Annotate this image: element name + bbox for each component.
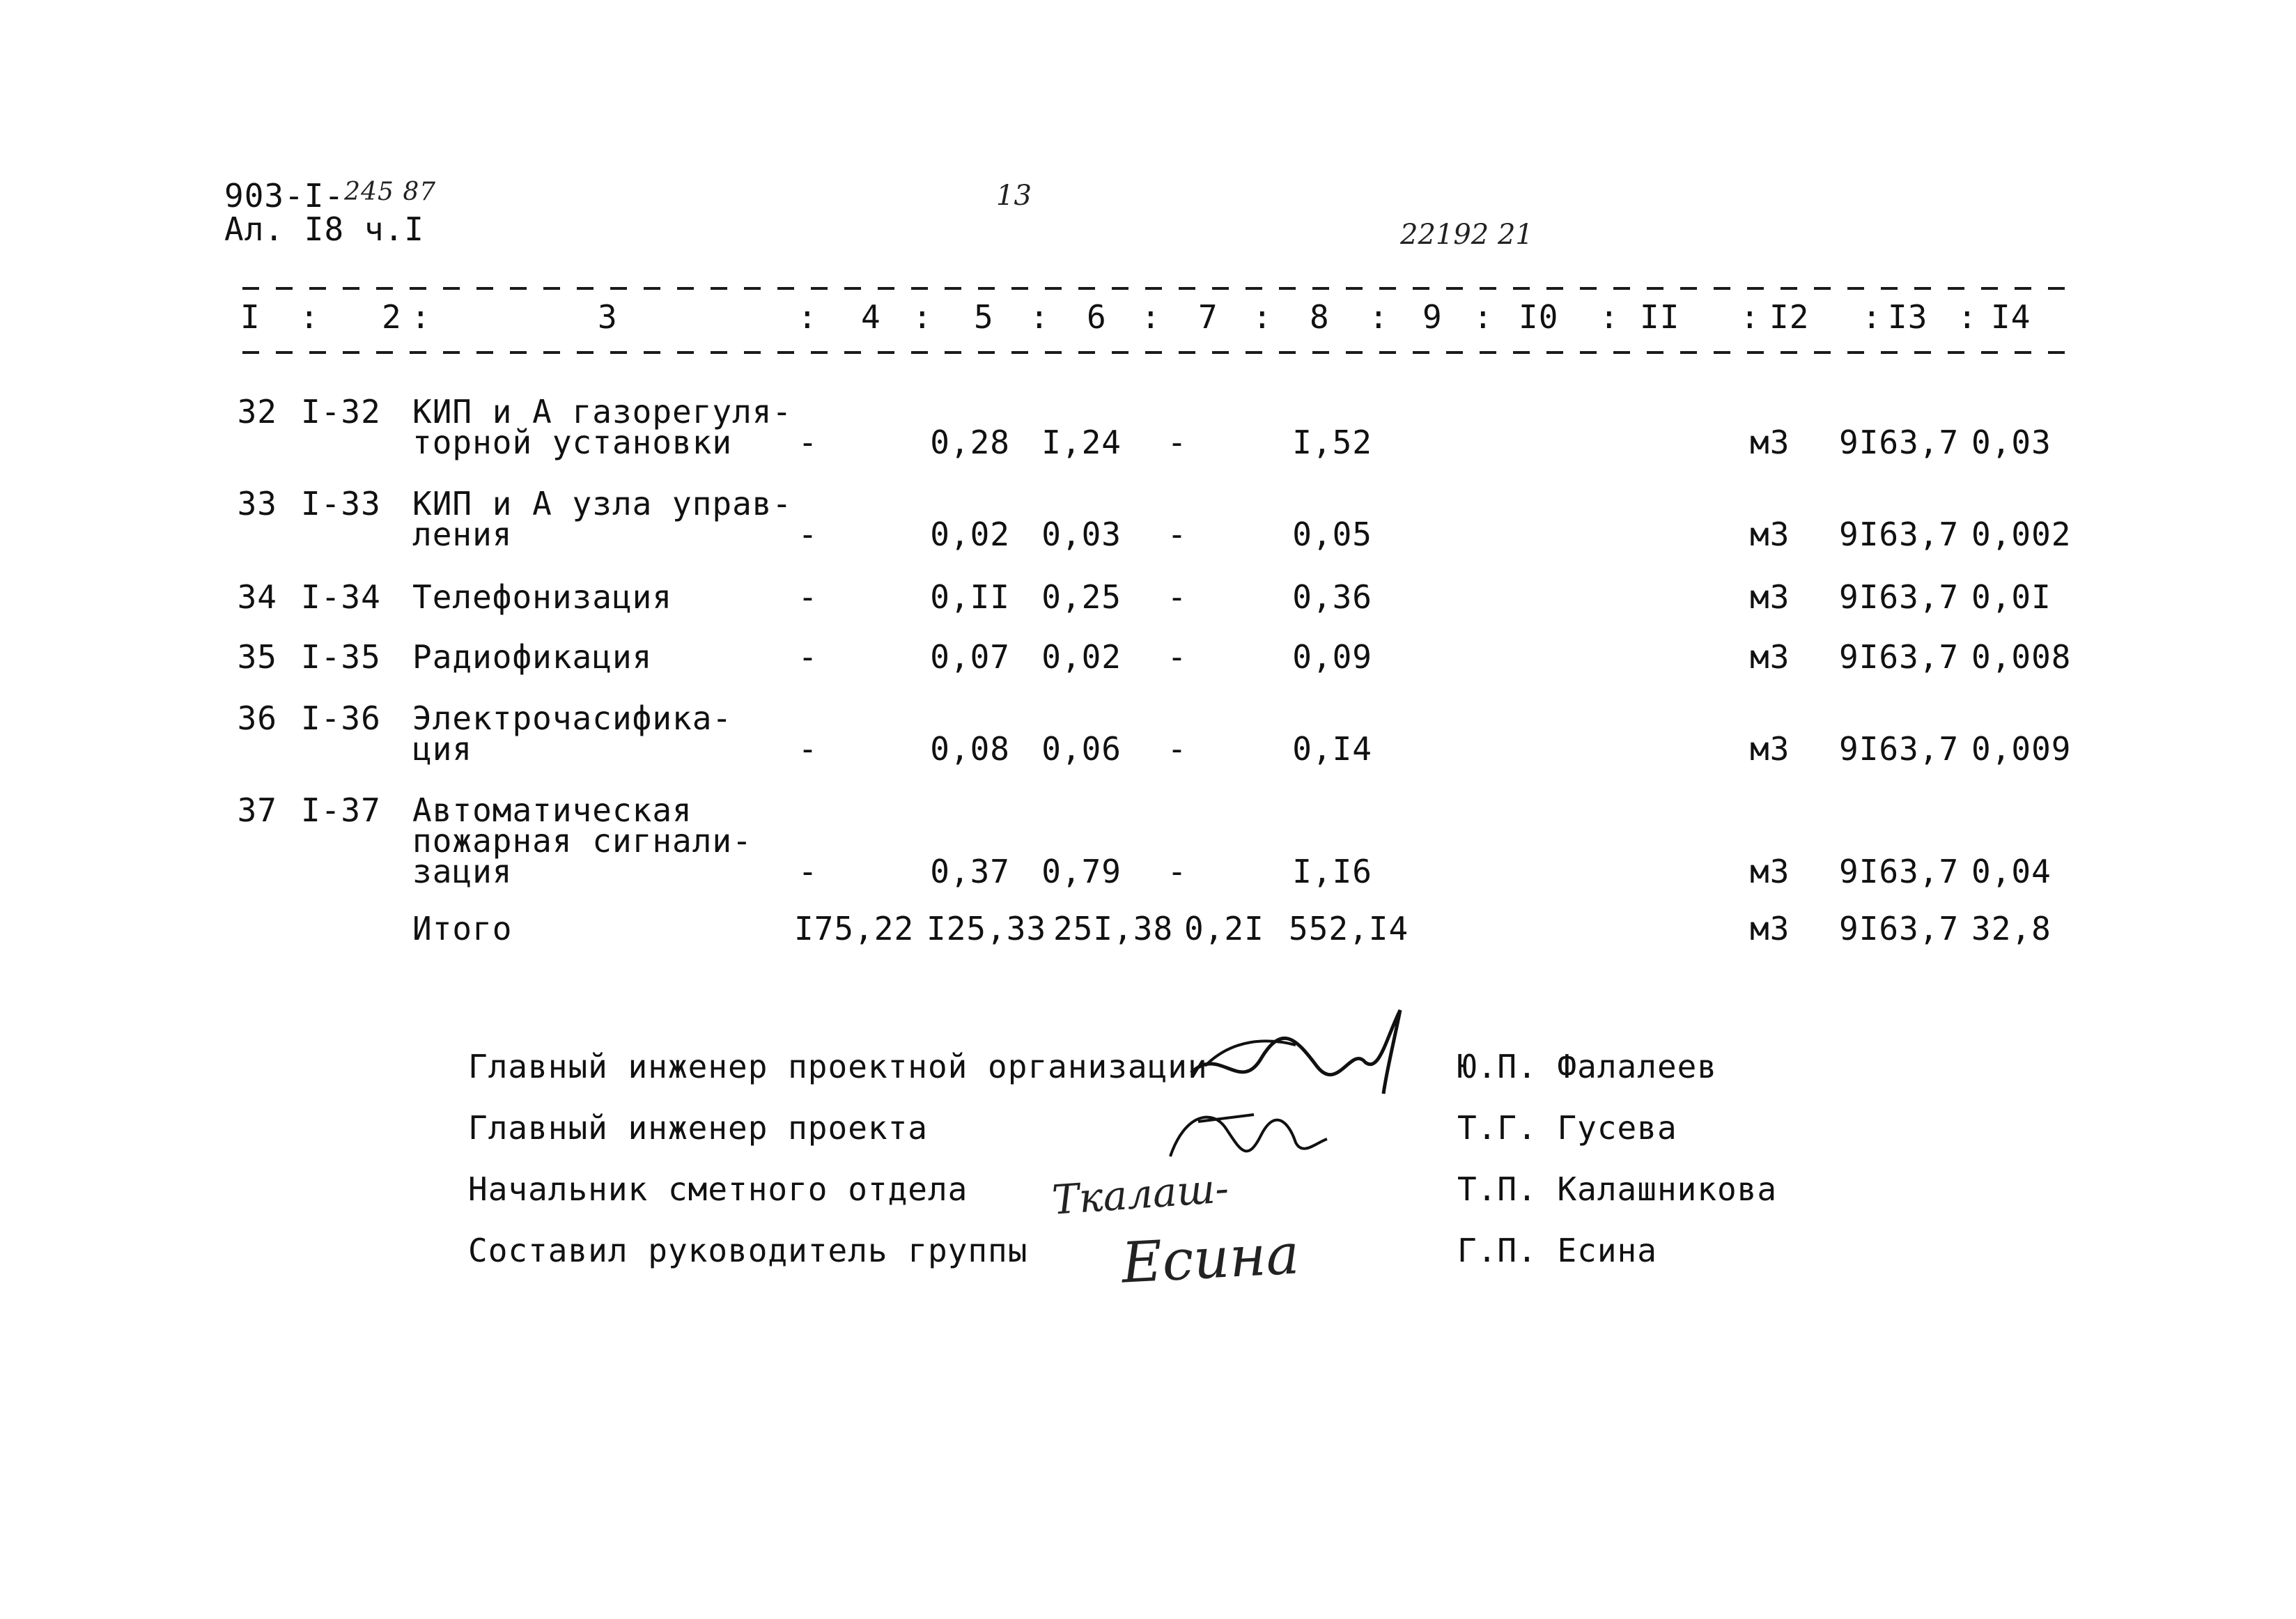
- col6-value: 0,79: [1041, 853, 1122, 890]
- col14-value: 0,002: [1971, 516, 2072, 553]
- stamp-number-handwritten: 22192 21: [1400, 219, 1533, 251]
- col8-value: 0,09: [1292, 638, 1372, 676]
- column-number-3: 3: [598, 298, 618, 336]
- total-col13: 9I63,7: [1839, 910, 1960, 947]
- row-number: 34: [237, 578, 277, 616]
- col8-value: I,I6: [1292, 853, 1372, 890]
- col6-value: 0,03: [1041, 516, 1122, 553]
- col8-value: 0,I4: [1292, 730, 1372, 768]
- page-number-handwritten: 13: [996, 180, 1032, 212]
- doc-code-printed: 903-I-: [224, 177, 345, 215]
- col13-value: 9I63,7: [1839, 516, 1960, 553]
- row-code: I-37: [301, 791, 381, 829]
- row-name-line: КИП и А газорегуля-: [412, 393, 793, 431]
- row-number: 35: [237, 638, 277, 676]
- col7-value: -: [1167, 853, 1188, 890]
- row-name-line: Телефонизация: [412, 578, 673, 616]
- column-separator: :: [1473, 298, 1494, 336]
- col7-value: -: [1167, 638, 1188, 676]
- col13-value: 9I63,7: [1839, 853, 1960, 890]
- column-number-9: 9: [1422, 298, 1443, 336]
- col5-value: 0,02: [930, 516, 1010, 553]
- column-separator: :: [1599, 298, 1620, 336]
- col4-value: -: [798, 516, 819, 553]
- row-name-line: ления: [412, 516, 513, 553]
- col6-value: 0,25: [1041, 578, 1122, 616]
- signature-1-handwriting: [1177, 996, 1414, 1101]
- col7-value: -: [1167, 730, 1188, 768]
- row-number: 33: [237, 485, 277, 522]
- row-name-line: торной установки: [412, 424, 733, 461]
- col4-value: -: [798, 638, 819, 676]
- column-separator: :: [1141, 298, 1161, 336]
- unit-value: м3: [1750, 516, 1790, 553]
- column-number-4: 4: [861, 298, 881, 336]
- col13-value: 9I63,7: [1839, 424, 1960, 461]
- unit-value: м3: [1750, 853, 1790, 890]
- column-number-10: I0: [1519, 298, 1559, 336]
- total-unit: м3: [1750, 910, 1790, 947]
- col14-value: 0,04: [1971, 853, 2051, 890]
- column-number-12: I2: [1769, 298, 1810, 336]
- col4-value: -: [798, 853, 819, 890]
- total-col5: I25,33: [926, 910, 1047, 947]
- row-name-line: зация: [412, 853, 513, 890]
- column-number-2: 2: [382, 298, 402, 336]
- column-number-5: 5: [974, 298, 994, 336]
- signature-4-handwriting: Есина: [1119, 1221, 1301, 1296]
- column-number-7: 7: [1198, 298, 1218, 336]
- total-label: Итого: [412, 910, 513, 947]
- column-separator: :: [1369, 298, 1389, 336]
- column-separator: :: [300, 298, 320, 336]
- sheet-label: Ал. I8 ч.I: [224, 210, 424, 248]
- col5-value: 0,08: [930, 730, 1010, 768]
- total-col7: 0,2I: [1184, 910, 1264, 947]
- col14-value: 0,008: [1971, 638, 2072, 676]
- col4-value: -: [798, 424, 819, 461]
- row-number: 32: [237, 393, 277, 431]
- row-name-line: пожарная сигнали-: [412, 822, 752, 860]
- col7-value: -: [1167, 424, 1188, 461]
- signature-role: Составил руководитель группы: [468, 1232, 1028, 1269]
- column-number-1: I: [240, 298, 261, 336]
- col13-value: 9I63,7: [1839, 578, 1960, 616]
- column-separator: :: [1252, 298, 1273, 336]
- col7-value: -: [1167, 578, 1188, 616]
- col5-value: 0,28: [930, 424, 1010, 461]
- signature-role: Начальник сметного отдела: [468, 1170, 968, 1208]
- column-separator: :: [1862, 298, 1882, 336]
- col8-value: 0,05: [1292, 516, 1372, 553]
- row-name-line: КИП и А узла управ-: [412, 485, 793, 522]
- col14-value: 0,0I: [1971, 578, 2051, 616]
- row-number: 37: [237, 791, 277, 829]
- row-name-line: Автоматическая: [412, 791, 692, 829]
- signature-2-handwriting: [1156, 1101, 1337, 1177]
- total-col14: 32,8: [1971, 910, 2051, 947]
- col4-value: -: [798, 578, 819, 616]
- column-number-11: II: [1640, 298, 1680, 336]
- header-top-rule: [242, 287, 2068, 290]
- row-number: 36: [237, 699, 277, 737]
- total-col4: I75,22: [794, 910, 915, 947]
- row-code: I-36: [301, 699, 381, 737]
- signature-name: Т.Г. Гусева: [1457, 1109, 1677, 1147]
- column-number-6: 6: [1087, 298, 1107, 336]
- row-code: I-34: [301, 578, 381, 616]
- unit-value: м3: [1750, 424, 1790, 461]
- row-code: I-35: [301, 638, 381, 676]
- signature-name: Г.П. Есина: [1457, 1232, 1657, 1269]
- doc-code-handwritten: 245 87: [344, 178, 437, 206]
- col5-value: 0,37: [930, 853, 1010, 890]
- col6-value: 0,06: [1041, 730, 1122, 768]
- signature-name: Т.П. Калашникова: [1457, 1170, 1778, 1208]
- col8-value: I,52: [1292, 424, 1372, 461]
- unit-value: м3: [1750, 730, 1790, 768]
- column-number-14: I4: [1991, 298, 2031, 336]
- signature-name: Ю.П. Фалалеев: [1457, 1048, 1718, 1085]
- col13-value: 9I63,7: [1839, 638, 1960, 676]
- col14-value: 0,009: [1971, 730, 2072, 768]
- column-separator: :: [1740, 298, 1760, 336]
- col8-value: 0,36: [1292, 578, 1372, 616]
- signature-role: Главный инженер проектной организации: [468, 1048, 1208, 1085]
- column-number-8: 8: [1310, 298, 1330, 336]
- total-col6: 25I,38: [1053, 910, 1174, 947]
- signature-role: Главный инженер проекта: [468, 1109, 928, 1147]
- col14-value: 0,03: [1971, 424, 2051, 461]
- col6-value: 0,02: [1041, 638, 1122, 676]
- total-col8: 552,I4: [1289, 910, 1409, 947]
- column-separator: :: [411, 298, 431, 336]
- row-code: I-33: [301, 485, 381, 522]
- unit-value: м3: [1750, 638, 1790, 676]
- signature-3-handwriting: Ткалаш-: [1050, 1164, 1231, 1224]
- column-separator: :: [1030, 298, 1050, 336]
- col5-value: 0,II: [930, 578, 1010, 616]
- header-bottom-rule: [242, 351, 2068, 354]
- col4-value: -: [798, 730, 819, 768]
- unit-value: м3: [1750, 578, 1790, 616]
- col13-value: 9I63,7: [1839, 730, 1960, 768]
- row-name-line: Радиофикация: [412, 638, 653, 676]
- row-name-line: ция: [412, 730, 473, 768]
- column-number-13: I3: [1888, 298, 1928, 336]
- row-code: I-32: [301, 393, 381, 431]
- row-name-line: Электрочасифика-: [412, 699, 733, 737]
- col5-value: 0,07: [930, 638, 1010, 676]
- column-separator: :: [913, 298, 933, 336]
- col7-value: -: [1167, 516, 1188, 553]
- column-separator: :: [798, 298, 818, 336]
- col6-value: I,24: [1041, 424, 1122, 461]
- column-separator: :: [1957, 298, 1978, 336]
